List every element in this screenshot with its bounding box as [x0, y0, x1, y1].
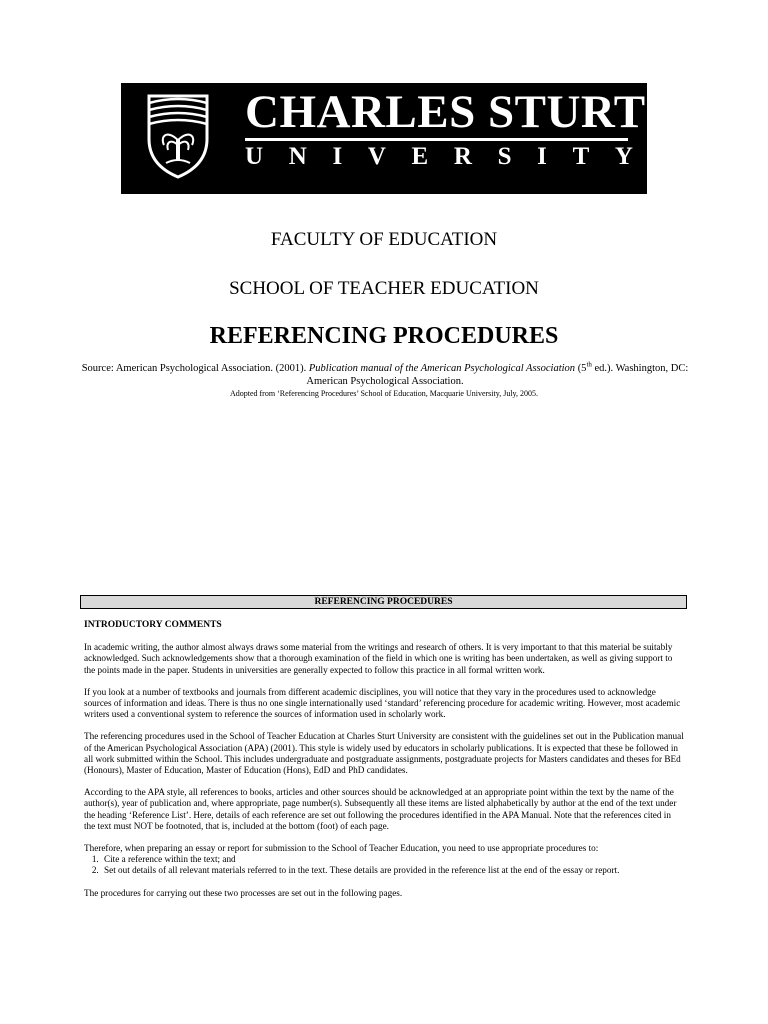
- list-item: 1. Cite a reference within the text; and: [101, 854, 684, 865]
- logo-letter: I: [537, 143, 547, 170]
- paragraph: In academic writing, the author almost always draws some material from the writings and research of others. It is very important to that this material be suitably acknowledged. Such acknowledgements show that a thorough examination of the field in which one is writing has been undertaken, as well as giving support to the points made in the paper. Students in universities are generally expected to follow this practice in all formal written work.: [84, 642, 673, 675]
- logo-letter: Y: [614, 143, 633, 170]
- paragraph: The referencing procedures used in the School of Teacher Education at Charles Sturt University are consistent with the guidelines set out in the Publication manual of the American Psychological Association (APA) (2001). This style is widely used by educators in scholarly publications. It is expected that these be followed in all work submitted within the School. This includes undergraduate and postgraduate assignments, postgraduate projects for Masters candidates and theses for BEd (Honours), Master of Education, Master of Education (Hons), EdD and PhD candidates.: [84, 731, 684, 776]
- university-word: [245, 144, 633, 169]
- logo-letter: I: [332, 143, 343, 170]
- logo-letter: S: [497, 143, 512, 170]
- source-prefix: Source: American Psychological Association. (2001).: [81, 363, 309, 374]
- faculty-heading: FACULTY OF EDUCATION: [270, 229, 498, 250]
- source-title: Publication manual of the American Psychological Association: [308, 363, 576, 374]
- logo-letter: U: [245, 143, 264, 170]
- logo-letter: N: [288, 143, 307, 170]
- logo-letter: R: [453, 143, 472, 170]
- paragraph: If you look at a number of textbooks and journals from different academic disciplines, you will notice that they vary in the procedures used to acknowledge sources of information and ideas. There is thus no one single internationally used ‘standard’ referencing procedure for academic writing. However, most academic writers used a conventional system to reference the sources of information used in scholarly work.: [84, 686, 681, 720]
- university-name: CHARLES STURT: [245, 86, 646, 138]
- adopted-note: Adopted from ‘Referencing Procedures’ School of Education, Macquarie University, July, 2005.: [229, 389, 539, 398]
- logo-divider: [245, 138, 628, 141]
- logo-letter: E: [411, 143, 429, 170]
- intro-heading: INTRODUCTORY COMMENTS: [84, 620, 222, 630]
- logo-letter: V: [367, 143, 386, 170]
- paragraph: Therefore, when preparing an essay or report for submission to the School of Teacher Education, you need to use appropriate procedures to:: [84, 843, 599, 854]
- procedure-list: [84, 854, 684, 876]
- university-crest-icon: [146, 93, 210, 179]
- list-item: 2. Set out details of all relevant materials referred to in the text. These details are provided in the reference list at the end of the essay or report.: [101, 865, 684, 876]
- source-citation: [80, 360, 690, 388]
- source-edition-sup: th: [586, 360, 592, 369]
- section-heading-bar: REFERENCING PROCEDURES: [80, 595, 687, 609]
- logo-letter: T: [572, 143, 590, 170]
- source-suffix: ed.). Washington, DC: American Psychological Association.: [306, 363, 689, 387]
- paragraph: According to the APA style, all references to books, articles and other sources should be acknowledged at an appropriate point within the text by the name of the author(s), year of publication and, where appropriate, page number(s). Subsequently all these items are listed alphabetically by author at the end of the text under the heading ‘Reference List’. Here, details of each reference are set out following the procedures identified in the APA Manual. Note that the references cited in the text must NOT be footnoted, that is, included at the bottom (foot) of each page.: [84, 787, 677, 831]
- source-edition-open: (5: [575, 363, 587, 374]
- closing-paragraph: The procedures for carrying out these two processes are set out in the following pages.: [84, 887, 403, 898]
- section-body: [84, 620, 684, 910]
- university-logo-banner: [121, 83, 647, 194]
- document-title: REFERENCING PROCEDURES: [209, 323, 559, 349]
- school-heading: SCHOOL OF TEACHER EDUCATION: [229, 278, 539, 299]
